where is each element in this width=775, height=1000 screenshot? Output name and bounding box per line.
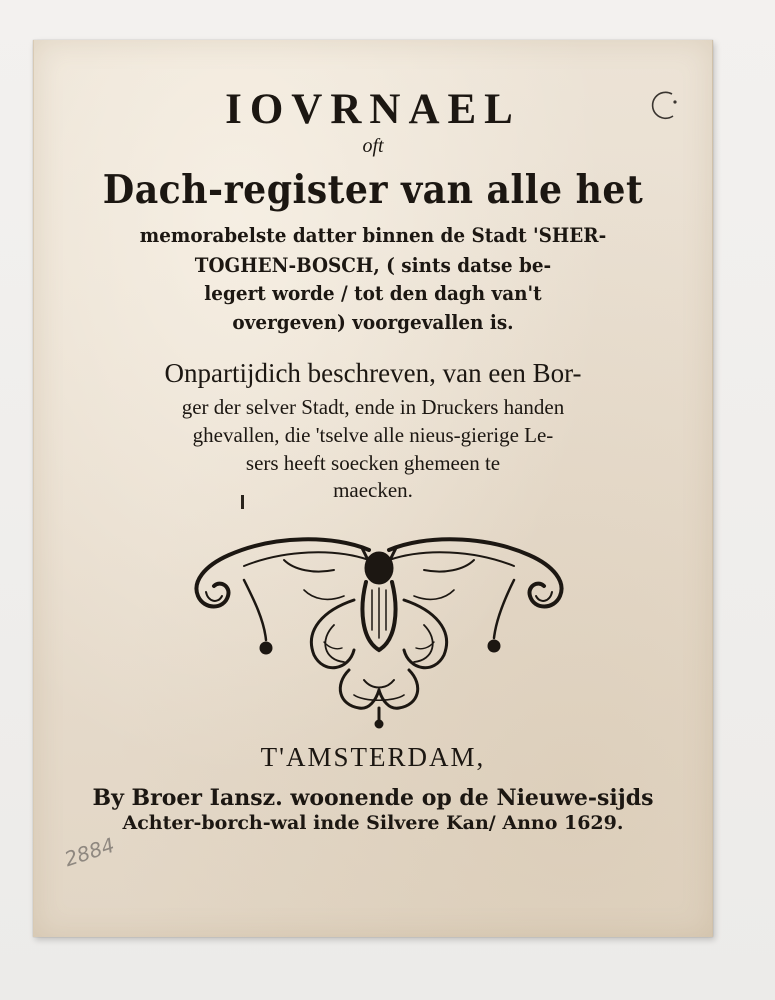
imprint-address: Achter-borch-wal inde Silvere Kan/ Anno 1629. [122, 812, 624, 834]
imprint-place: T'AMSTERDAM, [260, 742, 486, 772]
subtitle-line: TOGHEN-BOSCH, ( sints datse be- [194, 253, 552, 277]
handwritten-note: 2884 [61, 832, 118, 872]
title-connector: oft [362, 135, 384, 157]
title-headline: Dach-register van alle het [102, 167, 644, 213]
description-line: sers heeft soecken ghemeen te [245, 451, 501, 475]
description-line: ghevallen, die 'tselve alle nieus-gierige Le- [192, 423, 554, 447]
woodcut-ornament-icon [184, 530, 574, 730]
description-line: Onpartijdich beschreven, van een Bor- [164, 358, 582, 388]
description-line: ger der selver Stadt, ende in Druckers handen [181, 395, 565, 419]
document-page [33, 40, 713, 937]
title-main: IOVRNAEL [225, 86, 521, 133]
subtitle-line: overgeven) voorgevallen is. [232, 310, 514, 334]
circle-stamp-icon [646, 88, 680, 122]
ink-mark [241, 495, 244, 509]
imprint-printer: By Broer Iansz. woonende op de Nieuwe-sijds [92, 785, 654, 811]
subtitle-line: memorabelste datter binnen de Stadt 'SHER- [139, 223, 607, 247]
description-line: maecken. [333, 478, 413, 502]
subtitle-line: legert worde / tot den dagh van't [204, 281, 542, 305]
